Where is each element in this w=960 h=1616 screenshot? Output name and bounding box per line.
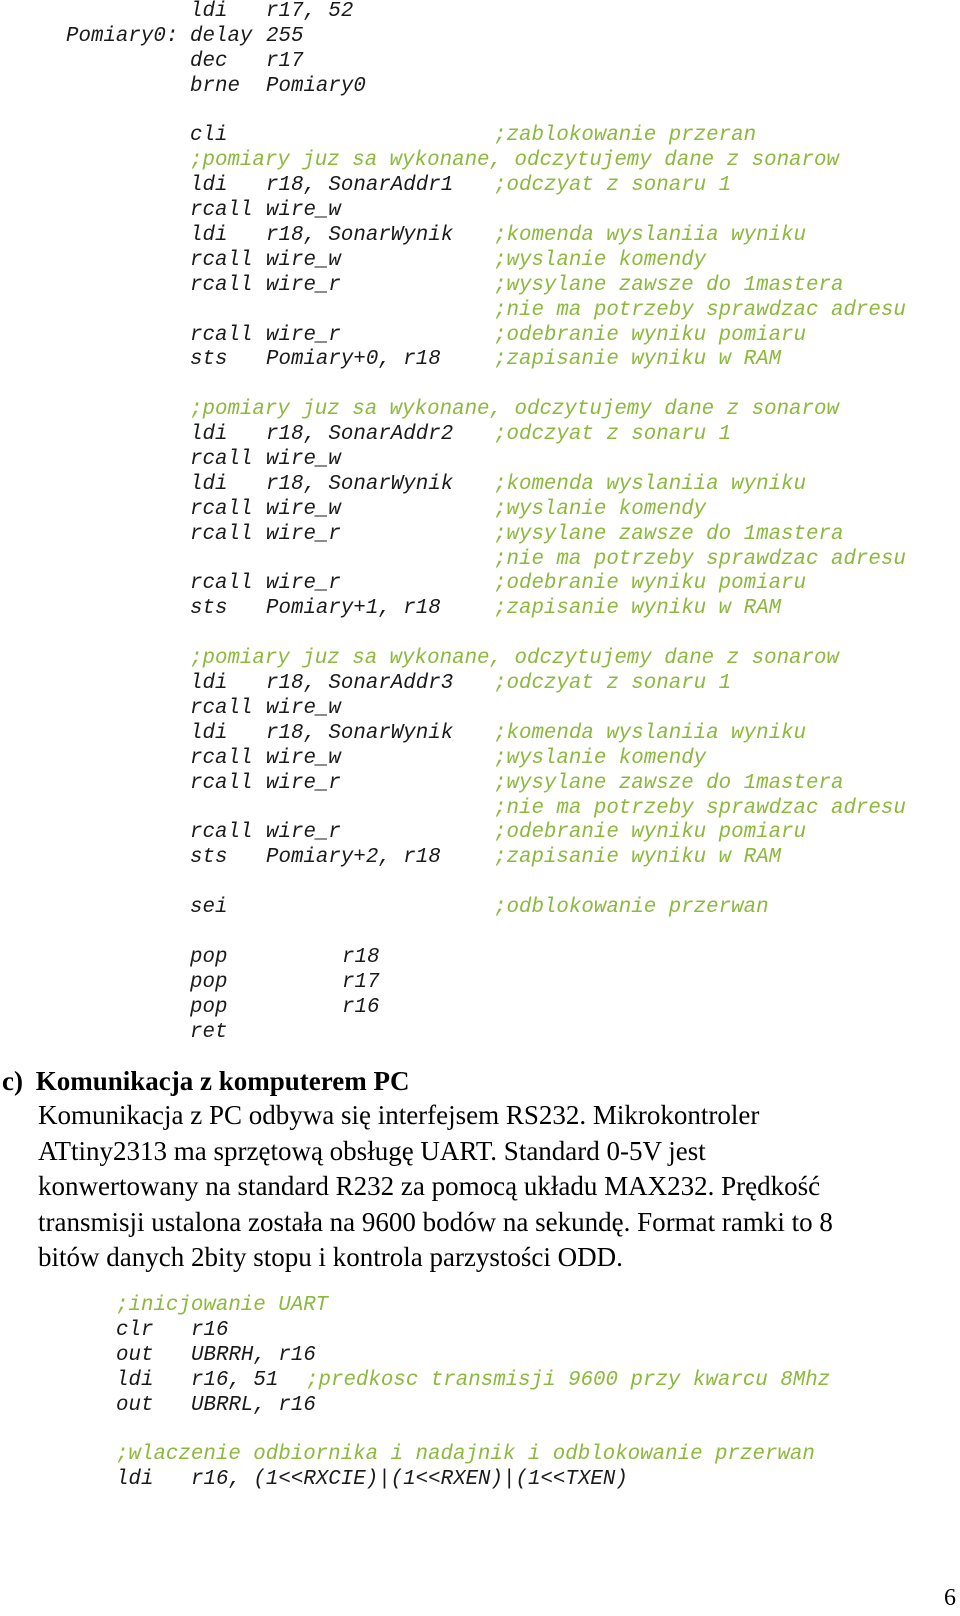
code-instr: out [116,1343,154,1367]
code-args: wire_w [266,199,341,223]
code-comment: ;odebranie wyniku pomiaru [494,323,807,347]
paragraph-line: bitów danych 2bity stopu i kontrola parzystości ODD. [38,1242,623,1273]
code-instr: rcall [190,323,253,347]
code-comment: ;predkosc transmisji 9600 przy kwarcu 8Mhz [306,1368,831,1392]
code-args: Pomiary+2, r18 [266,846,441,870]
code-comment: ;odczyat z sonaru 1 [494,174,732,198]
code-args: r17 [266,49,304,73]
code-args: wire_w [266,696,341,720]
code-line [66,1021,946,1046]
code-line [66,124,946,149]
code-instr: pop [190,945,228,969]
code-full-comment: ;pomiary juz sa wykonane, odczytujemy dane z sonarow [190,149,839,173]
code-line [66,473,946,498]
code-args: UBRRH, r16 [191,1343,316,1367]
code-line [66,672,946,697]
code-args: r17 [342,970,380,994]
code-line [66,398,946,423]
code-args: wire_w [266,248,341,272]
code-line [66,647,946,672]
code-comment: ;nie ma potrzeby sprawdzac adresu [494,796,906,820]
section-label: c) [2,1066,23,1096]
code-comment: ;zapisanie wyniku w RAM [494,348,782,372]
code-args: r18, SonarAddr3 [266,672,454,696]
code-args: r18 [342,945,380,969]
paragraph-line: konwertowany na standard R232 za pomocą układu MAX232. Prędkość [38,1171,821,1202]
code-args: wire_r [266,821,341,845]
code-line [66,299,946,324]
code-full-comment: ;inicjowanie UART [116,1294,329,1317]
code-comment: ;odblokowanie przerwan [494,896,769,920]
code-instr: brne [190,74,240,98]
code-line [66,722,946,747]
code-instr: ret [190,1020,228,1044]
code-instr: rcall [190,448,253,472]
code-comment: ;wyslanie komendy [494,248,707,272]
code-comment: ;wyslanie komendy [494,746,707,770]
code-instr: rcall [190,522,253,546]
code-line [66,174,946,199]
code-line [66,50,946,75]
code-instr: pop [190,995,228,1019]
code-line [66,373,946,398]
paragraph-line: ATtiny2313 ma sprzętową obsługę UART. Standard 0-5V jest [38,1135,706,1166]
code-args: r16 [191,1318,229,1342]
code-instr: sts [190,846,228,870]
code-comment: ;zablokowanie przeran [494,124,757,148]
code-line [66,324,946,349]
code-line [66,448,946,473]
paragraph-line: Komunikacja z PC odbywa się interfejsem RS232. Mikrokontroler [38,1100,760,1130]
code-comment: ;komenda wyslaniia wyniku [494,224,807,248]
code-line [66,946,946,971]
code-instr: rcall [190,746,253,770]
code-block-2 [116,1294,936,1493]
code-comment: ;odebranie wyniku pomiaru [494,572,807,596]
code-instr: delay [190,24,253,48]
code-instr: cli [190,124,228,148]
code-line [66,100,946,125]
code-line [66,896,946,921]
code-line [66,199,946,224]
code-label: Pomiary0: [66,24,179,48]
code-instr: pop [190,970,228,994]
code-line [116,1369,936,1394]
page-number: 6 [944,1585,956,1611]
code-line [116,1294,936,1319]
section-title: Komunikacja z komputerem PC [35,1066,410,1096]
code-instr: rcall [190,821,253,845]
code-comment: ;odczyat z sonaru 1 [494,672,732,696]
code-instr: rcall [190,572,253,596]
code-line [116,1394,936,1419]
code-args: Pomiary+1, r18 [266,597,441,621]
code-line [66,921,946,946]
code-args: wire_w [266,746,341,770]
code-args: wire_r [266,273,341,297]
code-instr: ldi [190,0,228,23]
code-instr: ldi [190,672,228,696]
code-full-comment: ;wlaczenie odbiornika i nadajnik i odblokowanie przerwan [116,1443,815,1467]
code-instr: sts [190,348,228,372]
code-line [66,871,946,896]
code-line [116,1468,936,1493]
code-line [116,1344,936,1369]
code-line [66,971,946,996]
code-args: Pomiary0 [266,74,366,98]
code-block-1 [66,0,946,1045]
code-instr: sei [190,896,228,920]
code-args: Pomiary+0, r18 [266,348,441,372]
code-comment: ;zapisanie wyniku w RAM [494,846,782,870]
code-line [66,498,946,523]
code-args: wire_r [266,522,341,546]
code-instr: ldi [190,472,228,496]
code-args: r18, SonarAddr1 [266,174,454,198]
code-args: 255 [266,24,304,48]
code-args: wire_w [266,448,341,472]
code-args: r16, (1<<RXCIE)|(1<<RXEN)|(1<<TXEN) [191,1468,628,1492]
code-instr: rcall [190,273,253,297]
code-line [66,523,946,548]
code-comment: ;zapisanie wyniku w RAM [494,597,782,621]
code-line [66,597,946,622]
code-instr: dec [190,49,228,73]
code-comment: ;wysylane zawsze do 1mastera [494,771,844,795]
code-args: r16 [342,995,380,1019]
code-instr: ldi [116,1368,154,1392]
code-instr: rcall [190,248,253,272]
code-comment: ;wyslanie komendy [494,497,707,521]
section-heading [2,1066,409,1097]
code-comment: ;wysylane zawsze do 1mastera [494,522,844,546]
code-line [66,996,946,1021]
code-comment: ;nie ma potrzeby sprawdzac adresu [494,298,906,322]
code-args: wire_r [266,572,341,596]
code-line [66,846,946,871]
code-instr: rcall [190,771,253,795]
code-instr: sts [190,597,228,621]
code-line [66,622,946,647]
code-args: r18, SonarAddr2 [266,423,454,447]
code-line [66,697,946,722]
code-line [66,747,946,772]
code-comment: ;wysylane zawsze do 1mastera [494,273,844,297]
code-line [66,821,946,846]
code-instr: rcall [190,497,253,521]
code-line [66,348,946,373]
code-instr: ldi [190,721,228,745]
code-instr: ldi [190,224,228,248]
code-args: wire_r [266,323,341,347]
code-comment: ;odebranie wyniku pomiaru [494,821,807,845]
code-line [66,0,946,25]
code-args: wire_r [266,771,341,795]
code-instr: ldi [190,174,228,198]
code-comment: ;odczyat z sonaru 1 [494,423,732,447]
section-paragraph [38,1098,948,1276]
code-args: r16, 51 [191,1368,279,1392]
code-full-comment: ;pomiary juz sa wykonane, odczytujemy dane z sonarow [190,647,839,671]
code-instr: ldi [116,1468,154,1492]
code-line [116,1443,936,1468]
code-line [66,149,946,174]
code-line [66,797,946,822]
paragraph-line: transmisji ustalona została na 9600 bodów na sekundę. Format ramki to 8 [38,1206,833,1237]
code-line [66,772,946,797]
code-comment: ;nie ma potrzeby sprawdzac adresu [494,547,906,571]
code-args: wire_w [266,497,341,521]
code-line [116,1319,936,1344]
code-comment: ;komenda wyslaniia wyniku [494,721,807,745]
code-line [66,25,946,50]
code-instr: rcall [190,696,253,720]
code-line [66,423,946,448]
code-args: r18, SonarWynik [266,721,454,745]
code-line [66,274,946,299]
code-line [66,75,946,100]
code-instr: rcall [190,199,253,223]
code-line [116,1418,936,1443]
code-args: r17, 52 [266,0,354,23]
code-full-comment: ;pomiary juz sa wykonane, odczytujemy dane z sonarow [190,398,839,422]
code-line [66,548,946,573]
code-instr: out [116,1393,154,1417]
code-args: UBRRL, r16 [191,1393,316,1417]
code-instr: ldi [190,423,228,447]
code-instr: clr [116,1318,154,1342]
code-line [66,572,946,597]
code-args: r18, SonarWynik [266,472,454,496]
code-args: r18, SonarWynik [266,224,454,248]
code-line [66,224,946,249]
code-line [66,249,946,274]
code-comment: ;komenda wyslaniia wyniku [494,472,807,496]
